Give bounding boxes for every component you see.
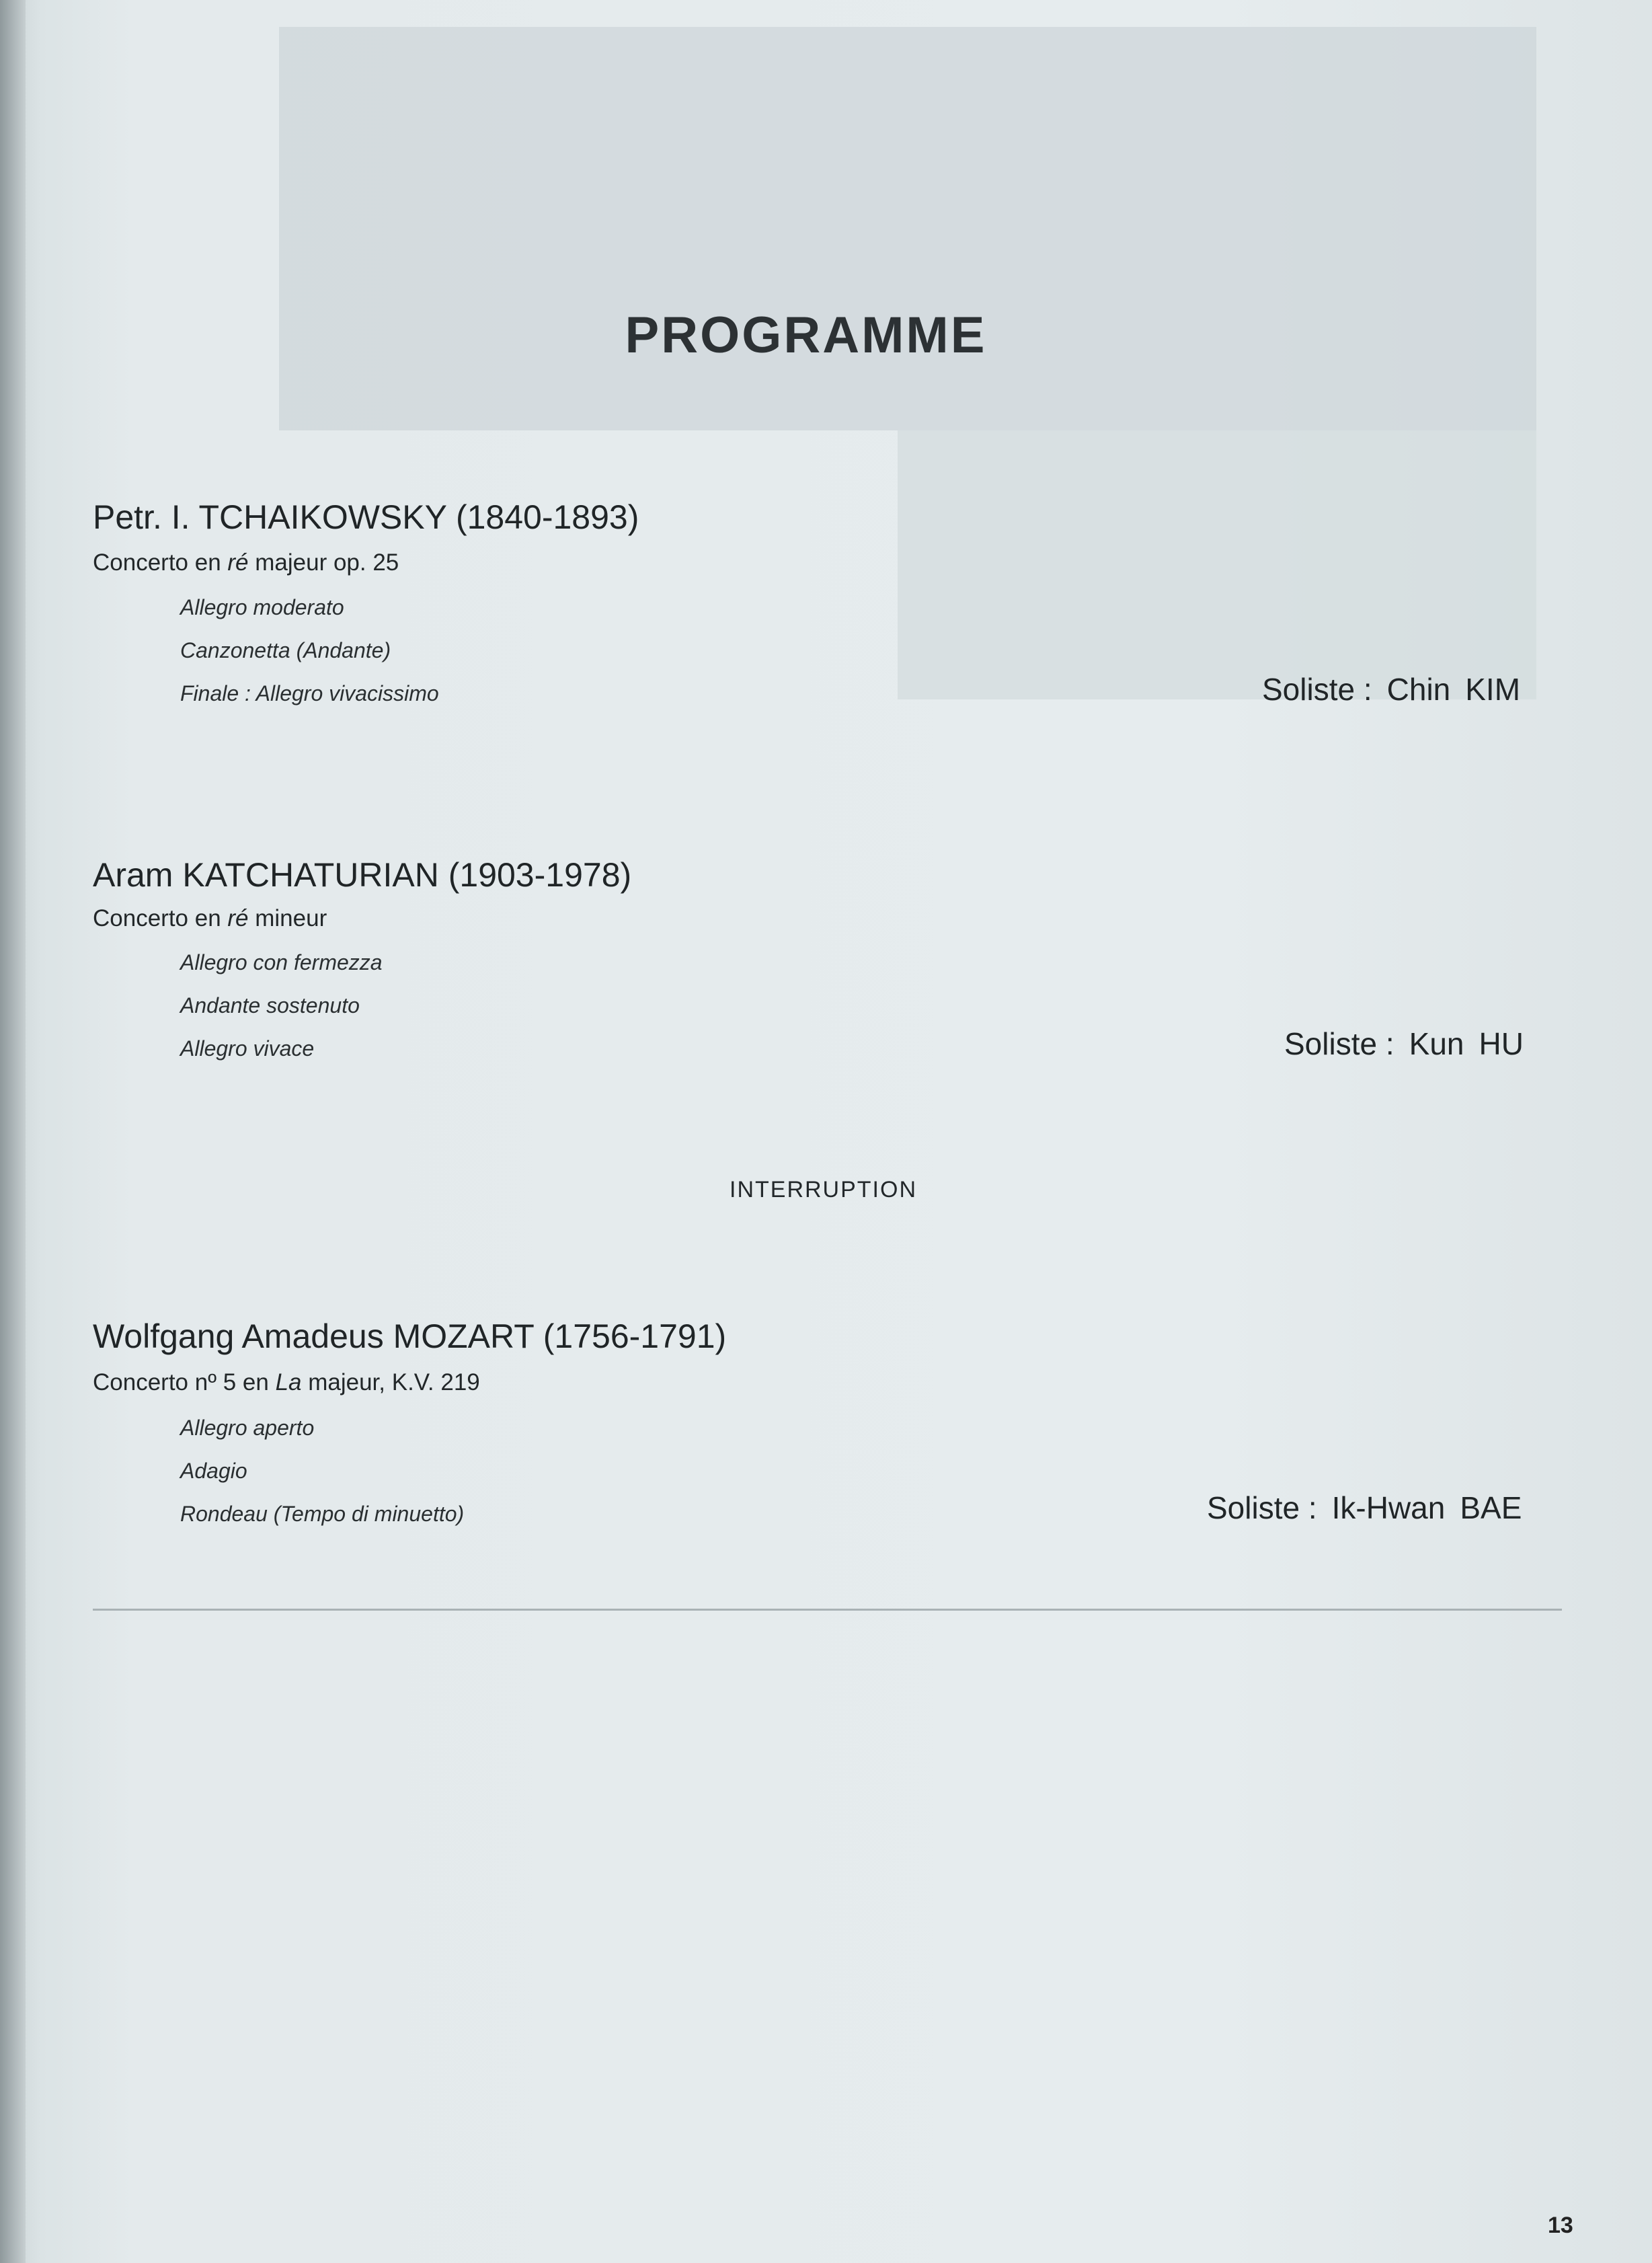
page-title: PROGRAMME	[625, 307, 987, 364]
movement: Andante sostenuto	[180, 993, 360, 1018]
movement: Rondeau (Tempo di minuetto)	[180, 1502, 465, 1526]
soloist-credit: Soliste : Chin KIM	[1262, 672, 1521, 707]
show-through-photo-lower	[898, 430, 1536, 699]
composer-katchaturian: Aram KATCHATURIAN (1903-1978)	[93, 856, 632, 894]
soloist-credit: Soliste : Ik-Hwan BAE	[1207, 1490, 1522, 1525]
movement: Adagio	[180, 1459, 247, 1483]
movement: Allegro aperto	[180, 1416, 315, 1440]
work-title: Concerto en ré majeur op. 25	[93, 549, 399, 576]
composer-tchaikowsky: Petr. I. TCHAIKOWSKY (1840-1893)	[93, 498, 639, 536]
movement: Finale : Allegro vivacissimo	[180, 681, 439, 705]
page-number: 13	[1548, 2213, 1573, 2238]
movement: Canzonetta (Andante)	[180, 638, 391, 662]
movement: Allegro moderato	[180, 595, 344, 619]
composer-mozart: Wolfgang Amadeus MOZART (1756-1791)	[93, 1317, 727, 1355]
section-divider	[93, 1609, 1562, 1611]
work-title: Concerto en ré mineur	[93, 905, 327, 931]
show-through-photo	[279, 27, 1536, 430]
movement: Allegro con fermezza	[180, 950, 383, 974]
movement: Allegro vivace	[180, 1036, 315, 1061]
interruption-label: INTERRUPTION	[730, 1177, 917, 1202]
work-title: Concerto nº 5 en La majeur, K.V. 219	[93, 1369, 480, 1395]
soloist-credit: Soliste : Kun HU	[1284, 1026, 1524, 1061]
